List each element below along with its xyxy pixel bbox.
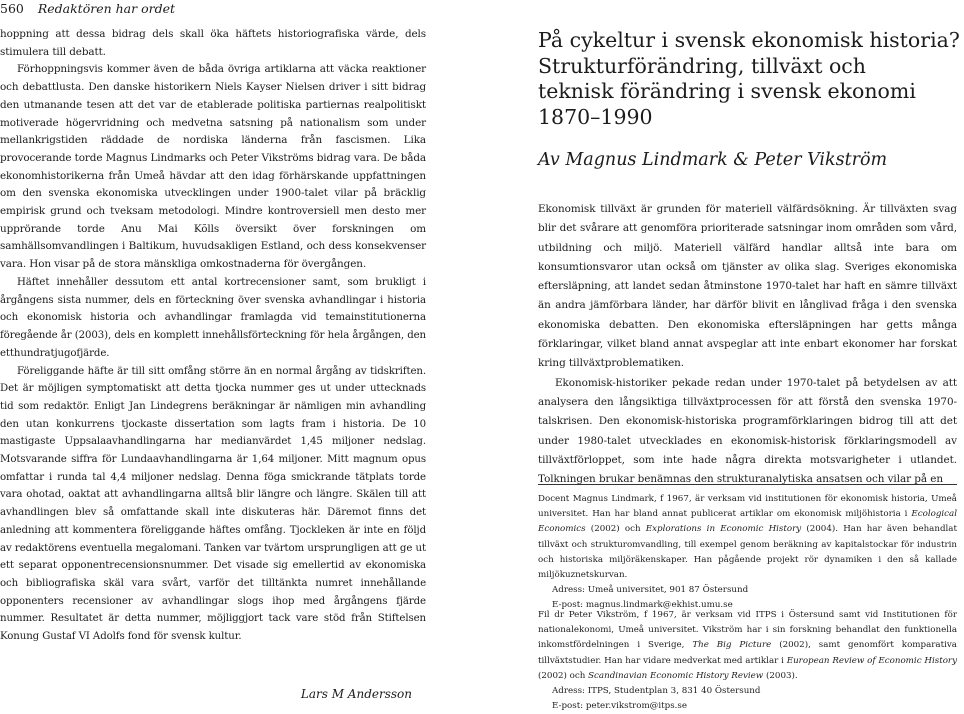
author-bio: Fil dr Peter Vikström, f 1967, är verksam vid ITPS i Östersund samt vid Institutionen för nationalekonomi, Umeå universitet. Vikström har i sin forskning behandlat den funktionella inkomstfördelningen i Sverige, The Big Picture (2002), samt genomfört komparativa tillväxtstudier. Han har vidare medverkat med artiklar i European Review of Economic History (2002) och Scandinavian Economic History Review (2003). <box>538 610 957 681</box>
page-number: 560 <box>0 1 24 16</box>
right-page <box>534 0 960 712</box>
left-page <box>0 0 426 704</box>
body-text-continued <box>0 274 426 646</box>
title-line: Strukturförändring, tillväxt och <box>538 53 866 78</box>
author-note-lindmark <box>538 492 957 614</box>
paragraph: hoppning att dessa bidrag dels skall öka häftets historiografiska värde, dels stimulera till debatt. <box>0 28 426 58</box>
author-bio: Docent Magnus Lindmark, f 1967, är verksam vid institutionen för ekonomisk historia, Umeå universitet. Han har bland annat publicerat artiklar om ekonomisk miljöhistoria i Ecological Economics (2002) och Explorations in Economic History (2004). Han har även behandlat tillväxt och strukturomvandling, till exempel genom beräkning av kapitalstockar för industrin och historiska miljöräkenskaper. Han pågående projekt rör dynamiken i den så kallade miljökuznetskurvan. <box>538 494 957 581</box>
paragraph: Ekonomisk-historiker pekade redan under 1970-talet på betydelsen av att analysera den långsiktiga tillväxtprocessen för att förstå den svenska 1970-talskrisen. Den ekonomisk-historiska programförklaringen bidrog till att det under 1980-talet utvecklades en ekonomisk-historisk förklaringsmodell av tillväxtförloppet, som inte hade några direkta motsvarigheter i utlandet. Tolkningen brukar benämnas den strukturanalytiska ansatsen och vilar på en <box>538 376 957 486</box>
running-head <box>0 0 175 18</box>
author-note-vikstrom <box>538 608 957 714</box>
title-line: 1870–1990 <box>538 104 653 129</box>
title-line: teknisk förändring i svensk ekonomi <box>538 79 916 103</box>
author-email: E-post: peter.vikstrom@itps.se <box>552 701 688 712</box>
author-address: Adress: ITPS, Studentplan 3, 831 40 Östersund <box>552 686 761 697</box>
article-body <box>538 200 957 489</box>
title-line: På cykeltur i svensk ekonomisk historia? <box>538 28 960 52</box>
article-author: Av Magnus Lindmark & Peter Vikström <box>538 150 888 170</box>
running-title: Redaktören har ordet <box>37 1 176 16</box>
author-address: Adress: Umeå universitet, 901 87 Östersund <box>552 585 749 596</box>
author-email: E-post: magnus.lindmark@ekhist.umu.se <box>552 600 733 611</box>
body-text <box>0 26 426 274</box>
paragraph: Förhoppningsvis kommer även de båda övriga artiklarna att väcka reaktioner och debattlusta. Den danske historikern Niels Kayser Nielsen driver i sitt bidrag den utmanande tesen att det var de etablerade politiska partiernas realpolitiskt motiverade högervridning och medvetna satsning på nationalism som under mellankrigstiden räddade de nordiska länderna från fascismen. Lika provocerande torde Magnus Lindmarks och Peter Vikströms bidrag vara. De båda ekonomhistorikerna från Umeå hävdar att den idag förhärskande uppfattningen om den svenska ekonomiska utvecklingen under 1900-talet vilar på bräcklig empirisk grund och tveksam metodologi. Mindre kontroversiell men desto mer upprörande torde Anu Mai Kõlls översikt över forskningen om samhällsomvandlingen i Baltikum, huvudsakligen Estland, och dess konsekvenser vara. Hon visar på de stora mänskliga omkostnaderna för övergången. <box>0 63 426 271</box>
paragraph: Ekonomisk tillväxt är grunden för materiell välfärdsökning. Är tillväxten svag blir det svårare att genomföra prioriterade satsningar inom områden som vård, utbildning och miljö. Materiell välfärd handlar alltså inte bara om konsumtionsvaror utan också om tjänster av olika slag. Sveriges ekonomiska eftersläpning, att landet sedan åtminstone 1970-talet har haft en sämre tillväxt än andra jämförbara länder, har därför blivit en långlivad fråga i den svenska ekonomiska debatten. Den ekonomiska eftersläpningen har getts många förklaringar, vilket bland annat avspeglar att inte enbart ekonomer har forskat kring tillväxtproblematiken. <box>538 203 957 370</box>
article-title <box>538 28 964 130</box>
footnote-divider <box>538 484 957 485</box>
paragraph: Föreliggande häfte är till sitt omfång större än en normal årgång av tidskriften. Det är möjligen symptomatiskt att detta tjocka nummer ges ut under uttecknads tid som redaktör. Enligt Jan Lindegrens beräkningar är nämligen min avhandling den utan konkurrens tjockaste dissertation som lagts fram i historia. De 10 mastigaste Uppsalaavhandlingarna har medianvärdet 1,45 miljoner nedslag. Motsvarande siffra för Lundaavhandlingarna är 1,64 miljoner. Mitt magnum opus omfattar i runda tal 4,4 miljoner nedslag. Denna föga smickrande tätplats torde vara ohotad, oaktat att avhandlingarna alltså blir längre och längre. Skälen till att avhandlingen blev så omfattande skall inte diskuteras här. Däremot finns det anledning att kommentera föreliggande häftes omfång. Tjockleken är inte en följd av redaktörens eventuella megalomani. Tanken var tvärtom ursprungligen att ge ut ett separat opponentrecensionsnummer. Det visade sig emellertid av ekonomiska och bibliografiska skäl vara svårt, varför det tilltänkta numret innehållande opponenters recensioner av avhandlingar slogs ihop med årgångens fjärde nummer. Resultatet är detta nummer, möjliggjort tack vare stöd från Stiftelsen Konung Gustaf VI Adolfs fond för svensk kultur. <box>0 365 426 643</box>
editor-signature: Lars M Andersson <box>300 687 412 701</box>
paragraph: Häftet innehåller dessutom ett antal kortrecensioner samt, som brukligt i årgångens sista nummer, dels en förteckning över svenska avhandlingar i historia och ekonomisk historia och avhandlingar framlagda vid temainstitutionerna föregående år (2003), dels en komplett innehållsförteckning för hela årgången, den etthundratjugofjärde. <box>0 277 426 359</box>
